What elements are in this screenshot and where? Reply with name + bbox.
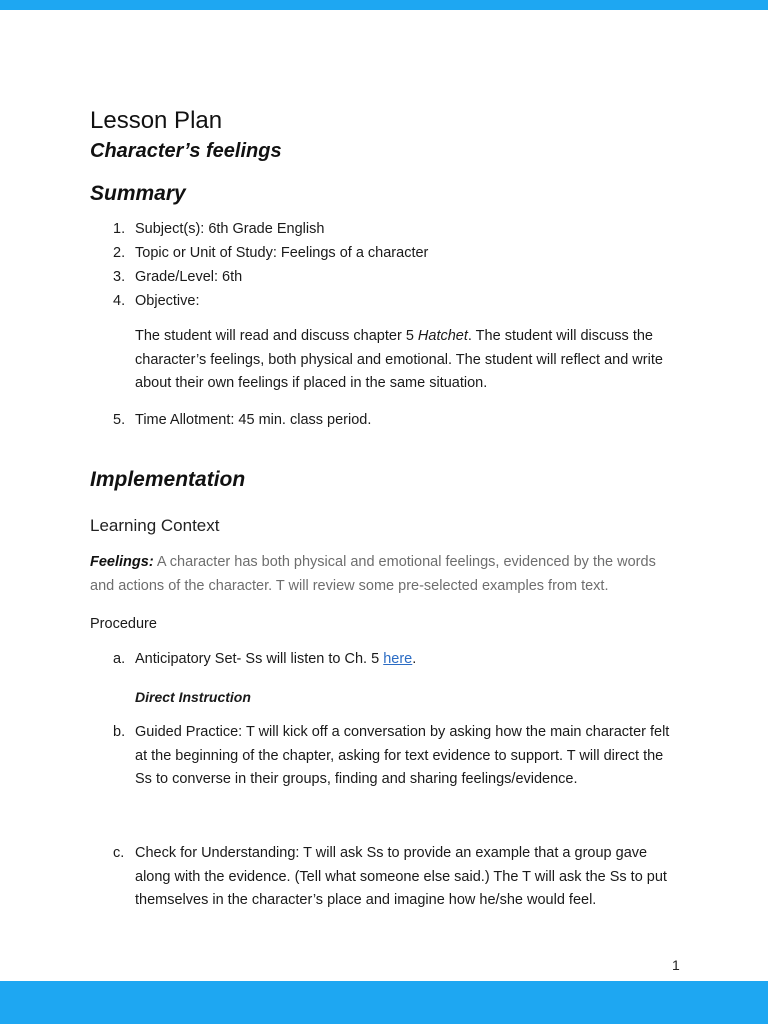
procedure-text: Check for Understanding: T will ask Ss to provide an example that a group gave along with the evidence. (Tell what someone else said.) The T will ask the Ss to put themselves in the character’s place and imagine how he/she would feel. [135, 845, 667, 908]
list-number: 4. [113, 293, 126, 309]
objective-text-before: The student will read and discuss chapter 5 [135, 328, 418, 344]
feelings-text: A character has both physical and emotional feelings, evidenced by the words and actions of the character. T will review some pre-selected examples from text. [90, 554, 656, 594]
list-item-text: Objective: [135, 293, 200, 309]
list-item [90, 217, 680, 241]
document-subtitle: Character’s feelings [90, 140, 282, 162]
chapter-audio-link[interactable]: here [383, 651, 413, 667]
list-item [90, 241, 680, 265]
procedure-text: Anticipatory Set- Ss will listen to Ch. 5 [135, 651, 384, 667]
learning-context-heading: Learning Context [90, 516, 220, 535]
list-item-text: Time Allotment: 45 min. class period. [135, 411, 372, 428]
list-number: 2. [113, 245, 126, 261]
document-page [90, 104, 680, 908]
list-number: 3. [113, 269, 126, 285]
objective-text-after: . The student will discuss the character’s feelings, both physical and emotional. The student will reflect and write about their own feelings if placed in the same situation. [135, 328, 663, 391]
top-accent-bar [0, 0, 768, 10]
list-item [90, 289, 680, 313]
summary-heading: Summary [90, 182, 186, 205]
list-letter: a. [113, 651, 126, 667]
list-item-text: Subject(s): 6th Grade English [135, 221, 325, 237]
procedure-item-a [90, 648, 680, 672]
page-number: 1 [672, 957, 680, 973]
list-item [90, 408, 680, 432]
list-item [90, 265, 680, 289]
procedure-item-b [90, 721, 680, 792]
procedure-text-end: . [412, 651, 417, 667]
summary-list [90, 217, 680, 313]
objective-paragraph [90, 325, 680, 396]
list-letter: c. [113, 845, 125, 861]
feelings-paragraph [90, 551, 680, 598]
document-title: Lesson Plan [90, 107, 223, 134]
list-number: 1. [113, 221, 126, 237]
procedure-item-c [90, 842, 680, 913]
procedure-heading: Procedure [90, 616, 157, 632]
implementation-heading: Implementation [90, 468, 246, 491]
book-title: Hatchet [417, 328, 468, 344]
feelings-label: Feelings: [90, 554, 154, 570]
direct-instruction-heading: Direct Instruction [135, 689, 251, 705]
procedure-text: Guided Practice: T will kick off a conversation by asking how the main character felt at the beginning of the chapter, asking for text evidence to support. T will direct the Ss to converse in their groups, finding and sharing feelings/evidence. [135, 724, 670, 787]
list-letter: b. [113, 724, 126, 740]
list-number: 5. [113, 411, 126, 428]
list-item-text: Topic or Unit of Study: Feelings of a character [135, 245, 429, 261]
list-item-text: Grade/Level: 6th [135, 269, 243, 285]
bottom-accent-bar [0, 981, 768, 1024]
